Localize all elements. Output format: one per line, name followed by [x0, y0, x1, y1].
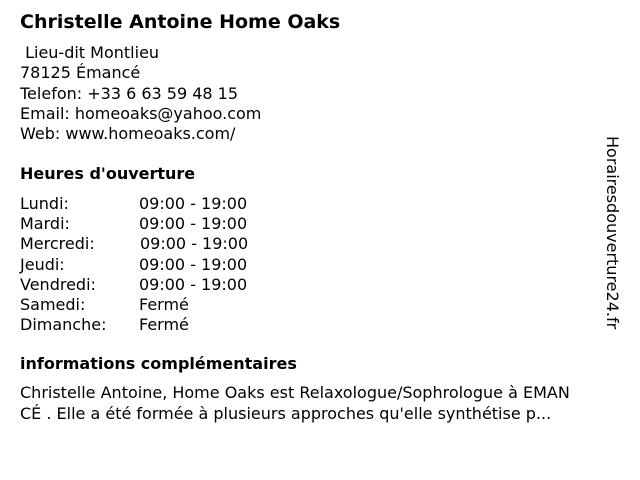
day-hours: 09:00 - 19:00: [140, 234, 249, 254]
day-label: Lundi:: [20, 194, 69, 213]
day-hours: Fermé: [139, 294, 189, 314]
additional-info-heading: informations complémentaires: [20, 354, 297, 373]
email-address: Email: homeoaks@yahoo.com: [20, 103, 262, 123]
day-label: Vendredi:: [20, 274, 96, 294]
site-watermark: Horairesdouverture24.fr: [603, 136, 622, 330]
city-postal: 78125 Émancé: [20, 63, 141, 83]
phone-number: Telefon: +33 6 63 59 48 15: [20, 83, 239, 103]
day-label: Mercredi:: [20, 234, 95, 254]
website: Web: www.homeoaks.com/: [20, 124, 236, 144]
business-name: Christelle Antoine Home Oaks: [20, 11, 341, 33]
day-label: Jeudi:: [20, 254, 65, 274]
day-hours: 09:00 - 19:00: [139, 214, 248, 234]
day-label: Mardi:: [20, 214, 70, 234]
business-description: [20, 383, 600, 424]
description-line: Christelle Antoine, Home Oaks est Relaxologue/Sophrologue à EMAN: [20, 383, 570, 402]
day-label: Samedi:: [20, 294, 86, 314]
opening-hours-heading: Heures d'ouverture: [20, 164, 196, 183]
street-address: Lieu-dit Montlieu: [20, 43, 160, 62]
contact-block: [20, 43, 261, 144]
day-hours: 09:00 - 19:00: [139, 194, 248, 213]
day-hours: 09:00 - 19:00: [139, 274, 248, 294]
description-line: CÉ . Elle a été formée à plusieurs approches qu'elle synthétise p...: [20, 403, 552, 423]
day-hours: Fermé: [139, 315, 189, 335]
day-label: Dimanche:: [20, 315, 107, 335]
day-hours: 09:00 - 19:00: [139, 254, 248, 274]
